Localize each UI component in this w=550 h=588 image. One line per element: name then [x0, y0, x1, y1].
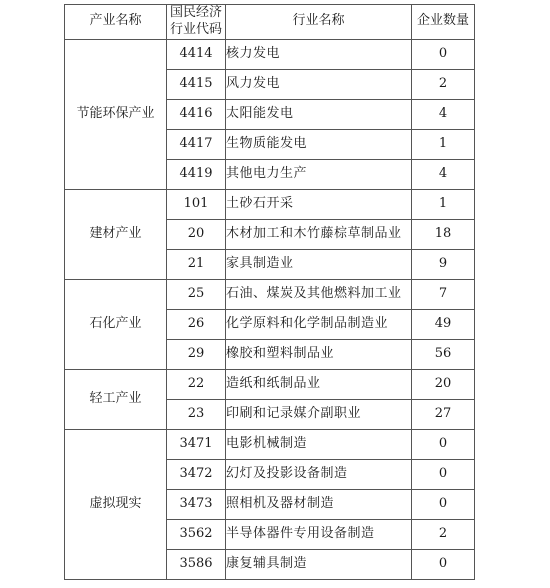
- header-name: 行业名称: [226, 5, 412, 40]
- enterprise-count-cell: 2: [412, 519, 475, 549]
- table-row: [65, 189, 475, 219]
- industry-name-cell: 土砂石开采: [226, 189, 412, 219]
- industry-cell: 轻工产业: [65, 369, 167, 429]
- header-industry: 产业名称: [65, 5, 167, 40]
- industry-name-cell: 石油、煤炭及其他燃料加工业: [226, 279, 412, 309]
- enterprise-count-cell: 27: [412, 399, 475, 429]
- code-cell: 3471: [167, 429, 226, 459]
- enterprise-count-cell: 0: [412, 39, 475, 69]
- code-cell: 25: [167, 279, 226, 309]
- enterprise-count-cell: 4: [412, 159, 475, 189]
- code-cell: 22: [167, 369, 226, 399]
- enterprise-count-cell: 1: [412, 189, 475, 219]
- industry-enterprise-table: [64, 4, 475, 580]
- enterprise-count-cell: 20: [412, 369, 475, 399]
- enterprise-count-cell: 7: [412, 279, 475, 309]
- enterprise-count-cell: 1: [412, 129, 475, 159]
- header-code-line1: 国民经济: [169, 5, 222, 20]
- header-count: 企业数量: [412, 5, 475, 40]
- enterprise-count-cell: 0: [412, 489, 475, 519]
- industry-name-cell: 照相机及器材制造: [226, 489, 412, 519]
- code-cell: 3562: [167, 519, 226, 549]
- code-cell: 3473: [167, 489, 226, 519]
- enterprise-count-cell: 49: [412, 309, 475, 339]
- code-cell: 4414: [167, 39, 226, 69]
- industry-name-cell: 其他电力生产: [226, 159, 412, 189]
- code-cell: 23: [167, 399, 226, 429]
- industry-name-cell: 康复辅具制造: [226, 549, 412, 579]
- code-cell: 4419: [167, 159, 226, 189]
- header-code: [167, 5, 226, 40]
- industry-name-cell: 太阳能发电: [226, 99, 412, 129]
- enterprise-count-cell: 2: [412, 69, 475, 99]
- table-header-row: [65, 5, 475, 40]
- enterprise-count-cell: 56: [412, 339, 475, 369]
- industry-name-cell: 核力发电: [226, 39, 412, 69]
- table-row: [65, 279, 475, 309]
- industry-cell: 节能环保产业: [65, 39, 167, 189]
- industry-name-cell: 橡胶和塑料制品业: [226, 339, 412, 369]
- code-cell: 21: [167, 249, 226, 279]
- industry-name-cell: 化学原料和化学制品制造业: [226, 309, 412, 339]
- code-cell: 3586: [167, 549, 226, 579]
- enterprise-count-cell: 0: [412, 429, 475, 459]
- enterprise-count-cell: 4: [412, 99, 475, 129]
- table-row: [65, 429, 475, 459]
- industry-name-cell: 木材加工和木竹藤棕草制品业: [226, 219, 412, 249]
- industry-name-cell: 幻灯及投影设备制造: [226, 459, 412, 489]
- industry-cell: 虚拟现实: [65, 429, 167, 579]
- enterprise-count-cell: 9: [412, 249, 475, 279]
- industry-name-cell: 印刷和记录媒介副职业: [226, 399, 412, 429]
- industry-cell: 石化产业: [65, 279, 167, 369]
- code-cell: 4416: [167, 99, 226, 129]
- table-body: [65, 39, 475, 579]
- enterprise-count-cell: 0: [412, 549, 475, 579]
- enterprise-count-cell: 0: [412, 459, 475, 489]
- code-cell: 4415: [167, 69, 226, 99]
- code-cell: 3472: [167, 459, 226, 489]
- code-cell: 20: [167, 219, 226, 249]
- code-cell: 101: [167, 189, 226, 219]
- industry-name-cell: 电影机械制造: [226, 429, 412, 459]
- industry-name-cell: 生物质能发电: [226, 129, 412, 159]
- header-code-line2: 行业代码: [169, 21, 222, 37]
- code-cell: 26: [167, 309, 226, 339]
- enterprise-count-cell: 18: [412, 219, 475, 249]
- code-cell: 29: [167, 339, 226, 369]
- industry-cell: 建材产业: [65, 189, 167, 279]
- table-row: [65, 369, 475, 399]
- industry-name-cell: 风力发电: [226, 69, 412, 99]
- industry-name-cell: 家具制造业: [226, 249, 412, 279]
- code-cell: 4417: [167, 129, 226, 159]
- industry-name-cell: 半导体器件专用设备制造: [226, 519, 412, 549]
- table-row: [65, 39, 475, 69]
- industry-name-cell: 造纸和纸制品业: [226, 369, 412, 399]
